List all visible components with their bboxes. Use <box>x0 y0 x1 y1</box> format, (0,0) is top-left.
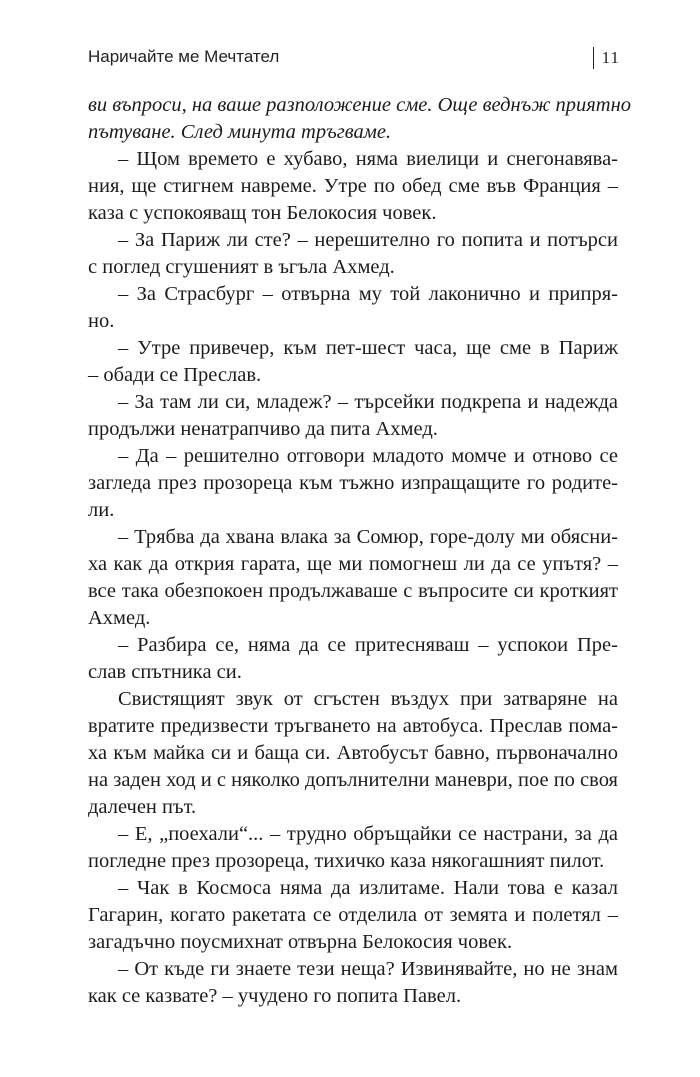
text-line: – Разбира се, няма да се притесняваш – успокои Пре- <box>118 634 618 656</box>
text-line: Ахмед. <box>88 607 151 629</box>
text-line: – Е, „поехали“... – трудно обръщайки се настрани, за да <box>118 823 618 845</box>
text-line: – За там ли си, младеж? – търсейки подкрепа и надежда <box>118 391 618 413</box>
text-line: ха към майка си и баща си. Автобусът бавно, първоначално <box>88 742 618 764</box>
book-title: Наричайте ме Мечтател <box>88 47 280 66</box>
text-line: ния, ще стигнем навреме. Утре по обед сме във Франция – <box>88 175 618 197</box>
text-line: ха как да открия гарата, ще ми помогнеш ли да се упътя? – <box>88 553 618 575</box>
text-line: ви въпроси, на ваше разположение сме. Още веднъж приятно <box>88 94 632 116</box>
text-line: – Трябва да хвана влака за Сомюр, горе-долу ми обясни- <box>118 526 618 548</box>
text-line: загадъчно поусмихнат отвърна Белокосия човек. <box>88 931 513 953</box>
text-line: но. <box>88 310 115 332</box>
text-line: далечен път. <box>88 796 197 818</box>
text-line: каза с успокояващ тон Белокосия човек. <box>88 202 437 224</box>
text-line: продължи ненатрапчиво да пита Ахмед. <box>88 418 438 440</box>
text-line: ли. <box>88 499 115 521</box>
text-line: вратите предизвести тръгването на автобуса. Преслав пома- <box>88 715 618 737</box>
text-line: погледне през прозореца, тихичко каза някогашният пилот. <box>88 850 605 872</box>
text-line: на заден ход и с няколко допълнителни маневри, пое по своя <box>88 769 618 791</box>
text-line: – Утре привечер, към пет-шест часа, ще сме в Париж <box>118 337 618 359</box>
text-line: все така обезпокоен продължаваше с въпросите си кроткият <box>88 580 618 602</box>
text-line: пътуване. След минута тръгваме. <box>88 121 392 143</box>
text-line: – От къде ги знаете тези неща? Извинявайте, но не знам <box>118 958 618 980</box>
text-line: – Да – решително отговори младото момче и отново се <box>118 445 618 467</box>
text-line: Гагарин, когато ракетата се отделила от земята и полетял – <box>88 904 618 926</box>
page-number: 11 <box>593 47 620 69</box>
body-text <box>88 92 632 1010</box>
text-line: как се казвате? – учудено го попита Павел. <box>88 985 462 1007</box>
text-line: – Щом времето е хубаво, няма виелици и снегонавява- <box>118 148 618 170</box>
text-line: – обади се Преслав. <box>88 364 262 386</box>
text-line: – Чак в Космоса няма да излитаме. Нали това е казал <box>118 877 618 899</box>
text-line: – За Страсбург – отвърна му той лаконично и припря- <box>118 283 618 305</box>
text-line: – За Париж ли сте? – нерешително го попита и потърси <box>118 229 618 251</box>
text-line: Свистящият звук от сгъстен въздух при затваряне на <box>118 688 618 710</box>
text-line: с поглед сгушеният в ъгъла Ахмед. <box>88 256 395 278</box>
text-line: слав спътника си. <box>88 661 242 683</box>
text-line: загледа през прозореца към тъжно изпращащите го родите- <box>88 472 618 494</box>
